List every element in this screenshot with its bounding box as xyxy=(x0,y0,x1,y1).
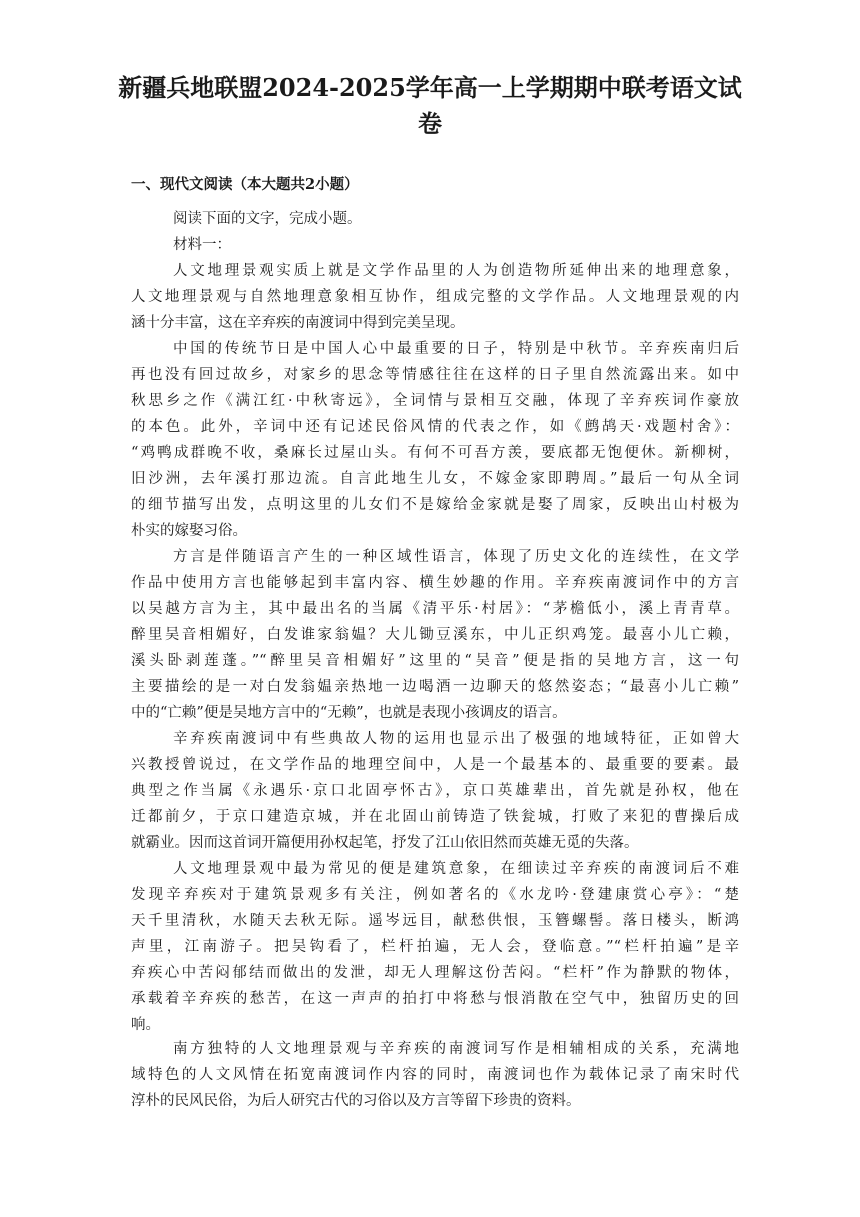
paragraph-line: 就霸业。因而这首词开篇便用孙权起笔，抒发了江山依旧然而英雄无觅的失落。 xyxy=(131,835,639,851)
body-paragraph xyxy=(131,726,739,856)
paragraph-line: 域特色的人文风情在拓宽南渡词作内容的同时，南渡词也作为载体记录了南宋时代 xyxy=(131,1067,739,1083)
paragraph-line: 主要描绘的是一对白发翁媪亲热地一边喝酒一边聊天的悠然姿态；“最喜小儿亡赖” xyxy=(131,679,739,695)
document-title xyxy=(100,70,760,142)
paragraph-line: 中国的传统节日是中国人心中最重要的日子，特别是中秋节。辛弃疾南归后 xyxy=(173,341,739,357)
paragraph-line: 醉里吴音相媚好，白发谁家翁媪？大儿锄豆溪东，中儿正织鸡笼。最喜小儿亡赖， xyxy=(131,627,739,643)
body-paragraph xyxy=(131,336,739,544)
title-line: 新疆兵地联盟2024-2025学年高一上学期期中联考语文试 xyxy=(118,73,742,102)
paragraph-line: 声里，江南游子。把吴钩看了，栏杆拍遍，无人会，登临意。”“栏杆拍遍”是辛 xyxy=(131,939,739,955)
paragraph-line: 方言是伴随语言产生的一种区域性语言，体现了历史文化的连续性，在文学 xyxy=(173,549,739,565)
body-paragraph xyxy=(131,1036,739,1114)
paragraph-line: 人文地理景观中最为常见的便是建筑意象，在细读过辛弃疾的南渡词后不难 xyxy=(173,861,739,877)
body-paragraph xyxy=(131,856,739,1038)
paragraph-line: 涵十分丰富，这在辛弃疾的南渡词中得到完美呈现。 xyxy=(131,315,465,331)
paragraph-line: 朴实的嫁娶习俗。 xyxy=(131,523,247,539)
instruction-text: 阅读下面的文字，完成小题。 xyxy=(173,211,362,227)
paragraph-line: 兴教授曾说过，在文学作品的地理空间中，人是一个最基本的、最重要的要素。最 xyxy=(131,757,739,773)
paragraph-line: 秋思乡之作《满江红·中秋寄远》，全词情与景相互交融，体现了辛弃疾词作豪放 xyxy=(131,393,739,409)
paragraph-line: 中的“亡赖”便是吴地方言中的“无赖”，也就是表现小孩调皮的语言。 xyxy=(131,705,567,721)
paragraph-line: 承载着辛弃疾的愁苦，在这一声声的拍打中将愁与恨消散在空气中，独留历史的回 xyxy=(131,991,739,1007)
paragraph-line: 响。 xyxy=(131,1017,160,1033)
paragraph-line: 弃疾心中苦闷郁结而做出的发泄，却无人理解这份苦闷。“栏杆”作为静默的物体， xyxy=(131,965,739,981)
paragraph-line: 南方独特的人文地理景观与辛弃疾的南渡词写作是相辅相成的关系，充满地 xyxy=(173,1041,739,1057)
material-label: 材料一： xyxy=(173,237,231,253)
paragraph-line: 作品中使用方言也能够起到丰富内容、横生妙趣的作用。辛弃疾南渡词作中的方言 xyxy=(131,575,739,591)
paragraph-line: 人文地理景观与自然地理意象相互协作，组成完整的文学作品。人文地理景观的内 xyxy=(131,289,739,305)
body-paragraph xyxy=(131,258,739,336)
paragraph-line: 天千里清秋，水随天去秋无际。遥岑远目，献愁供恨，玉簪螺髻。落日楼头，断鸿 xyxy=(131,913,739,929)
paragraph-line: “鸡鸭成群晚不收，桑麻长过屋山头。有何不可吾方羡，要底都无饱便休。新柳树， xyxy=(131,445,739,461)
title-line: 卷 xyxy=(418,109,442,138)
paragraph-line: 淳朴的民风民俗，为后人研究古代的习俗以及方言等留下珍贵的资料。 xyxy=(131,1093,581,1109)
paragraph-line: 典型之作当属《永遇乐·京口北固亭怀古》，京口英雄辈出，首先就是孙权，他在 xyxy=(131,783,739,799)
paragraph-line: 人文地理景观实质上就是文学作品里的人为创造物所延伸出来的地理意象， xyxy=(173,263,739,279)
paragraph-line: 旧沙洲，去年溪打那边流。自言此地生儿女，不嫁金家即聘周。”最后一句从全词 xyxy=(131,471,739,487)
paragraph-line: 再也没有回过故乡，对家乡的思念等情感往往在这样的日子里自然流露出来。如中 xyxy=(131,367,739,383)
section-heading: 一、现代文阅读（本大题共2小题） xyxy=(131,176,359,193)
paragraph-line: 以吴越方言为主，其中最出名的当属《清平乐·村居》：“茅檐低小，溪上青青草。 xyxy=(131,601,739,617)
paragraph-line: 的细节描写出发，点明这里的儿女们不是嫁给金家就是娶了周家，反映出山村极为 xyxy=(131,497,739,513)
body-paragraph xyxy=(131,544,739,726)
paragraph-line: 辛弃疾南渡词中有些典故人物的运用也显示出了极强的地域特征，正如曾大 xyxy=(173,731,739,747)
paragraph-line: 迁都前夕，于京口建造京城，并在北固山前铸造了铁瓮城，打败了来犯的曹操后成 xyxy=(131,809,739,825)
paragraph-line: 溪头卧剥莲蓬。”“醉里吴音相媚好”这里的“吴音”便是指的吴地方言，这一句 xyxy=(131,653,739,669)
paragraph-line: 发现辛弃疾对于建筑景观多有关注，例如著名的《水龙吟·登建康赏心亭》：“楚 xyxy=(131,887,739,903)
paragraph-line: 的本色。此外，辛词中还有记述民俗风情的代表之作，如《鹧鸪天·戏题村舍》： xyxy=(131,419,739,435)
